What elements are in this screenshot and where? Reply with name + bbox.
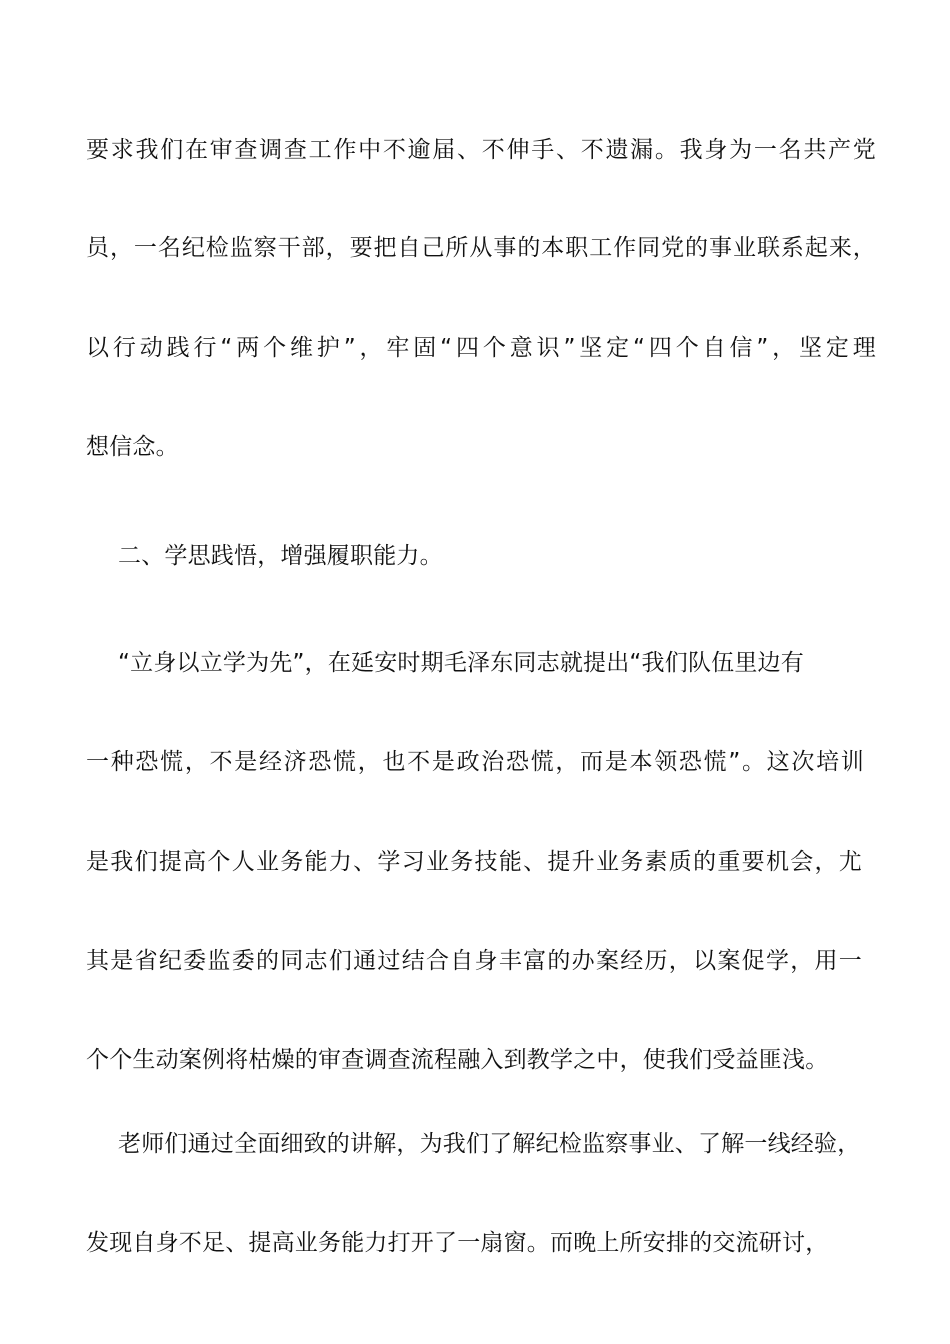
text-line-10: 个个生动案例将枯燥的审查调查流程融入到教学之中，使我们受益匪浅。 (86, 1047, 829, 1073)
text-line-3: 以行动践行“两个维护”，牢固“四个意识”坚定“四个自信”，坚定理 (86, 335, 876, 361)
text-line-4: 想信念。 (86, 434, 179, 460)
text-line-2: 员，一名纪检监察干部，要把自己所从事的本职工作同党的事业联系起来， (86, 235, 876, 261)
text-line-11: 老师们通过全面细致的讲解，为我们了解纪检监察事业、了解一线经验， (118, 1131, 861, 1157)
text-line-9: 其是省纪委监委的同志们通过结合自身丰富的办案经历，以案促学，用一 (86, 948, 862, 974)
text-line-8: 是我们提高个人业务能力、学习业务技能、提升业务素质的重要机会，尤 (86, 849, 862, 875)
text-line-12: 发现自身不足、提高业务能力打开了一扇窗。而晚上所安排的交流研讨， (86, 1230, 829, 1256)
text-line-1: 要求我们在审查调查工作中不逾届、不伸手、不遗漏。我身为一名共产党 (86, 137, 876, 163)
text-line-7: 一种恐慌，不是经济恐慌，也不是政治恐慌，而是本领恐慌”。这次培训 (86, 749, 864, 775)
section-heading: 二、学思践悟，增强履职能力。 (118, 543, 443, 569)
text-line-6: “立身以立学为先”，在延安时期毛泽东同志就提出“我们队伍里边有 (118, 650, 804, 676)
